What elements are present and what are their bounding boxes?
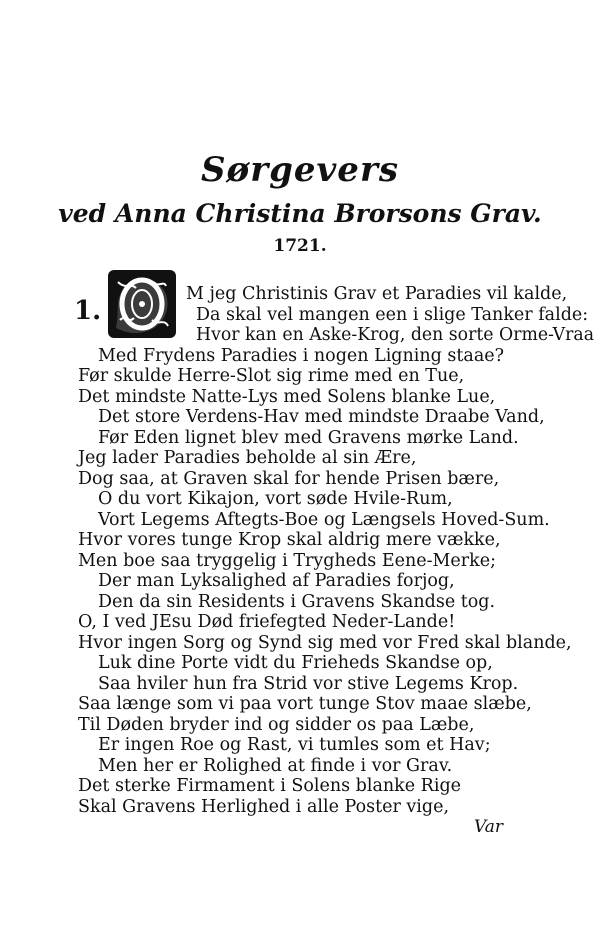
poem-line: Vort Legems Aftegts-Boe og Længsels Hoved-Sum. [98,509,550,530]
poem-line: Saa hviler hun fra Strid vor stive Legems Krop. [98,673,519,694]
poem-line: Dog saa, at Graven skal for hende Prisen bære, [78,468,500,489]
poem-line: Luk dine Porte vidt du Frieheds Skandse op, [98,653,493,673]
poem-line: Da skal vel mangen een i slige Tanker falde: [196,304,589,325]
poem-line: O du vort Kikajon, vort søde Hvile-Rum, [98,489,453,509]
poem-line: Saa længe som vi paa vort tunge Stov maae slæbe, [78,694,532,714]
poem-line: Jeg lader Paradies beholde al sin Ære, [78,448,417,468]
ornamental-initial [106,268,178,340]
poem-subtitle: ved Anna Christina Brorsons Grav. [58,199,542,228]
poem-year: 1721. [273,236,327,256]
poem-line: Det mindste Natte-Lys med Solens blanke Lue, [78,386,496,407]
poem-line: Den da sin Residents i Gravens Skandse tog. [98,591,496,612]
poem-line: Men her er Rolighed at finde i vor Grav. [98,755,453,776]
stanza-number: 1. [74,296,102,326]
poem-title: Sørgevers [201,150,399,190]
poem-line: Før skulde Herre-Slot sig rime med en Tue, [78,366,465,386]
poem-line: Skal Gravens Herlighed i alle Poster vige, [78,796,450,817]
poem-line: Det store Verdens-Hav med mindste Draabe Vand, [98,407,545,427]
poem-line: Hvor ingen Sorg og Synd sig med vor Fred skal blande, [78,632,572,653]
poem-line: Til Døden bryder ind og sidder os paa Læbe, [78,714,475,735]
poem-line: Det sterke Firmament i Solens blanke Rige [78,776,462,796]
poem-line: Men boe saa tryggelig i Trygheds Eene-Merke; [78,550,497,571]
poem-line: Før Eden lignet blev med Gravens mørke Land. [98,427,519,448]
poem-line: Er ingen Roe og Rast, vi tumles som et Hav; [98,735,491,755]
poem-line: Der man Lyksalighed af Paradies forjog, [98,571,455,591]
poem-line: Hvor vores tunge Krop skal aldrig mere vække, [78,530,501,550]
poem-line: O, I ved JEsu Død friefegted Neder-Lande! [78,612,456,632]
ornamental-initial-icon [106,268,178,340]
catchword: Var [474,817,503,837]
poem-line: M jeg Christinis Grav et Paradies vil kalde, [186,284,568,304]
poem-line: Med Frydens Paradies i nogen Ligning staae? [98,345,505,366]
poem-line: Hvor kan en Aske-Krog, den sorte Orme-Vraa [196,325,595,345]
